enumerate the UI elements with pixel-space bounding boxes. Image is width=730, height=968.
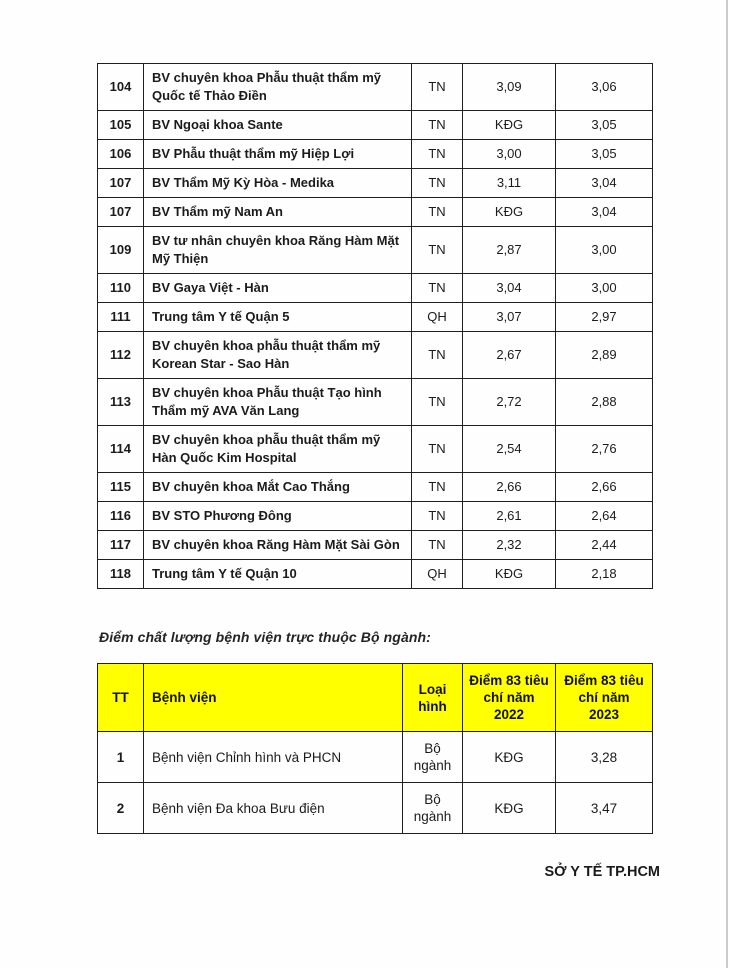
score-2023-cell: 3,04 xyxy=(556,169,653,198)
row-number-cell: 110 xyxy=(98,274,144,303)
header-hospital: Bệnh viện xyxy=(144,664,403,732)
score-2022-cell: 2,54 xyxy=(463,426,556,473)
score-2022-cell: 3,07 xyxy=(463,303,556,332)
table-row xyxy=(98,473,653,502)
row-number-cell: 107 xyxy=(98,169,144,198)
table-row xyxy=(98,274,653,303)
score-2022-cell: 2,61 xyxy=(463,502,556,531)
table-row xyxy=(98,111,653,140)
table-row xyxy=(98,140,653,169)
header-tt: TT xyxy=(98,664,144,732)
row-number-cell: 115 xyxy=(98,473,144,502)
hospital-type-cell: TN xyxy=(412,111,463,140)
page-edge-line xyxy=(726,0,728,968)
hospital-name-cell: Bệnh viện Đa khoa Bưu điện xyxy=(144,783,403,834)
hospital-type-cell: Bộ ngành xyxy=(403,783,463,834)
score-2022-cell: 3,11 xyxy=(463,169,556,198)
hospital-name-cell: Trung tâm Y tế Quận 10 xyxy=(144,560,412,589)
row-number-cell: 118 xyxy=(98,560,144,589)
table-row xyxy=(98,783,653,834)
score-2022-cell: 3,09 xyxy=(463,64,556,111)
table-header-row xyxy=(98,664,653,732)
hospital-type-cell: TN xyxy=(412,274,463,303)
hospital-type-cell: TN xyxy=(412,198,463,227)
hospital-name-cell: BV Thẩm mỹ Nam An xyxy=(144,198,412,227)
table-row xyxy=(98,732,653,783)
hospital-name-cell: BV Phẫu thuật thẩm mỹ Hiệp Lợi xyxy=(144,140,412,169)
hospital-type-cell: TN xyxy=(412,473,463,502)
row-number-cell: 117 xyxy=(98,531,144,560)
table-row xyxy=(98,64,653,111)
hospital-name-cell: Trung tâm Y tế Quận 5 xyxy=(144,303,412,332)
score-2023-cell: 3,00 xyxy=(556,227,653,274)
row-number-cell: 113 xyxy=(98,379,144,426)
score-2023-cell: 3,47 xyxy=(556,783,653,834)
hospital-name-cell: BV chuyên khoa Phẫu thuật Tạo hình Thẩm mỹ AVA Văn Lang xyxy=(144,379,412,426)
hospital-type-cell: TN xyxy=(412,426,463,473)
score-2023-cell: 2,89 xyxy=(556,332,653,379)
signature-text: SỞ Y TẾ TP.HCM xyxy=(544,864,660,880)
ministry-hospitals-table-body xyxy=(98,732,653,834)
score-2023-cell: 2,44 xyxy=(556,531,653,560)
score-2023-cell: 2,66 xyxy=(556,473,653,502)
hospital-type-cell: TN xyxy=(412,64,463,111)
hospital-type-cell: TN xyxy=(412,531,463,560)
score-2023-cell: 3,05 xyxy=(556,111,653,140)
score-2022-cell: 3,00 xyxy=(463,140,556,169)
hospital-name-cell: BV chuyên khoa phẫu thuật thẩm mỹ Korean Star - Sao Hàn xyxy=(144,332,412,379)
score-2022-cell: 2,67 xyxy=(463,332,556,379)
score-2022-cell: 3,04 xyxy=(463,274,556,303)
header-score-2023: Điểm 83 tiêu chí năm 2023 xyxy=(556,664,653,732)
hospital-type-cell: TN xyxy=(412,332,463,379)
score-2022-cell: KĐG xyxy=(463,732,556,783)
score-2023-cell: 3,06 xyxy=(556,64,653,111)
row-number-cell: 112 xyxy=(98,332,144,379)
hospital-type-cell: Bộ ngành xyxy=(403,732,463,783)
table-row xyxy=(98,426,653,473)
hospital-type-cell: TN xyxy=(412,169,463,198)
hospital-name-cell: BV chuyên khoa phẫu thuật thẩm mỹ Hàn Quốc Kim Hospital xyxy=(144,426,412,473)
section-heading: Điểm chất lượng bệnh viện trực thuộc Bộ ngành: xyxy=(99,629,431,645)
score-2022-cell: KĐG xyxy=(463,111,556,140)
score-2023-cell: 3,28 xyxy=(556,732,653,783)
hospital-name-cell: BV chuyên khoa Mắt Cao Thắng xyxy=(144,473,412,502)
hospital-name-cell: BV Ngoại khoa Sante xyxy=(144,111,412,140)
hospital-name-cell: BV tư nhân chuyên khoa Răng Hàm Mặt Mỹ Thiện xyxy=(144,227,412,274)
hospital-type-cell: TN xyxy=(412,379,463,426)
table-row xyxy=(98,303,653,332)
row-number-cell: 2 xyxy=(98,783,144,834)
score-2023-cell: 3,00 xyxy=(556,274,653,303)
row-number-cell: 114 xyxy=(98,426,144,473)
score-2023-cell: 2,64 xyxy=(556,502,653,531)
table-row xyxy=(98,560,653,589)
table-row xyxy=(98,169,653,198)
score-2022-cell: 2,66 xyxy=(463,473,556,502)
row-number-cell: 107 xyxy=(98,198,144,227)
table-row xyxy=(98,502,653,531)
header-type: Loại hình xyxy=(403,664,463,732)
score-2022-cell: 2,32 xyxy=(463,531,556,560)
row-number-cell: 1 xyxy=(98,732,144,783)
hospital-name-cell: BV Thẩm Mỹ Kỳ Hòa - Medika xyxy=(144,169,412,198)
score-2023-cell: 2,18 xyxy=(556,560,653,589)
score-2023-cell: 2,88 xyxy=(556,379,653,426)
hospital-name-cell: BV Gaya Việt - Hàn xyxy=(144,274,412,303)
score-2022-cell: KĐG xyxy=(463,783,556,834)
row-number-cell: 104 xyxy=(98,64,144,111)
table-row xyxy=(98,379,653,426)
row-number-cell: 116 xyxy=(98,502,144,531)
score-2023-cell: 2,97 xyxy=(556,303,653,332)
row-number-cell: 105 xyxy=(98,111,144,140)
table-row xyxy=(98,198,653,227)
hospital-type-cell: TN xyxy=(412,140,463,169)
hospital-type-cell: QH xyxy=(412,303,463,332)
row-number-cell: 111 xyxy=(98,303,144,332)
ministry-hospitals-table xyxy=(97,663,653,834)
table-row xyxy=(98,531,653,560)
score-2022-cell: 2,72 xyxy=(463,379,556,426)
table-row xyxy=(98,227,653,274)
hospital-name-cell: Bệnh viện Chỉnh hình và PHCN xyxy=(144,732,403,783)
score-2022-cell: KĐG xyxy=(463,560,556,589)
score-2023-cell: 2,76 xyxy=(556,426,653,473)
header-score-2022: Điểm 83 tiêu chí năm 2022 xyxy=(463,664,556,732)
score-2022-cell: 2,87 xyxy=(463,227,556,274)
hospital-name-cell: BV chuyên khoa Phẫu thuật thẩm mỹ Quốc tế Thảo Điền xyxy=(144,64,412,111)
hospital-type-cell: TN xyxy=(412,502,463,531)
hospital-name-cell: BV STO Phương Đông xyxy=(144,502,412,531)
hospital-scores-table xyxy=(97,63,653,589)
row-number-cell: 109 xyxy=(98,227,144,274)
score-2023-cell: 3,05 xyxy=(556,140,653,169)
hospital-scores-table-body xyxy=(98,64,653,589)
row-number-cell: 106 xyxy=(98,140,144,169)
hospital-type-cell: TN xyxy=(412,227,463,274)
score-2023-cell: 3,04 xyxy=(556,198,653,227)
hospital-name-cell: BV chuyên khoa Răng Hàm Mặt Sài Gòn xyxy=(144,531,412,560)
table-row xyxy=(98,332,653,379)
score-2022-cell: KĐG xyxy=(463,198,556,227)
hospital-type-cell: QH xyxy=(412,560,463,589)
